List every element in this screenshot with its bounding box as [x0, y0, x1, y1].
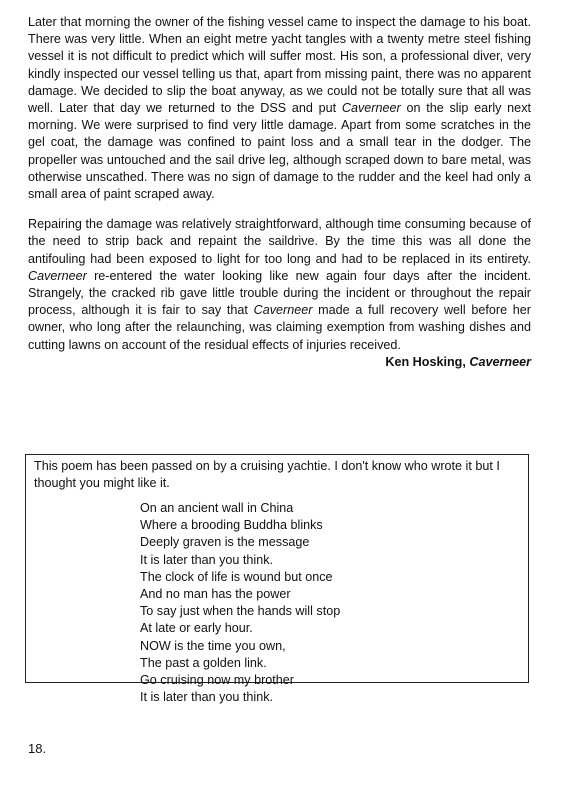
poem-line: And no man has the power [140, 587, 291, 602]
poem-line: Where a brooding Buddha blinks [140, 518, 323, 533]
paragraph-text-run: on the slip early next morning. We were surprised to find very little damage. Apart from some scratches in the gel coat, the damage was confined to paint loss and a small tear in the dodger. The propeller was untouched and the sail drive leg, although scraped down to bare metal, was otherwise unscathed. There was no sign of damage to the rudder and the keel had only a small area of paint scraped away. [28, 101, 531, 202]
poem-line: At late or early hour. [140, 621, 253, 636]
paragraph-text-run: Repairing the damage was relatively straightforward, although time consuming because of the need to strip back and repaint the saildrive. By the time this was all done the antifouling had been exposed to light for too long and had to be replaced in its entirety. [28, 217, 531, 266]
poem-line: The past a golden link. [140, 655, 267, 670]
article-paragraph-1 [28, 14, 531, 203]
boat-name: Caverneer [341, 101, 401, 116]
article-signature [28, 354, 531, 371]
poem-line: On an ancient wall in China [140, 501, 294, 515]
article-body [28, 14, 531, 371]
poem-line: Go cruising now my brother [140, 673, 294, 688]
paragraph-text-run: made a full recovery well before her owner, who long after the relaunching, was claiming exemption from washing dishes and cutting lawns on account of the residual effects of injuries received. [28, 303, 531, 352]
page-number: 18. [28, 741, 47, 756]
poem-line: NOW is the time you own, [140, 638, 286, 653]
article-paragraph-2 [28, 216, 531, 354]
author-name: Ken Hosking, [385, 354, 466, 369]
paragraph-text-run: re-entered the water looking like new again four days after the incident. Strangely, the cracked rib gave little trouble during the incident or throughout the repair process, although it is fair to say that [28, 268, 531, 318]
poem-intro: This poem has been passed on by a cruising yachtie. I don't know who wrote it but I thought you might like it. [34, 459, 500, 490]
author-boat-name: Caverneer [469, 354, 531, 369]
poem-line: To say just when the hands will stop [140, 604, 341, 619]
poem-line: Deeply graven is the message [140, 535, 310, 550]
boat-name: Caverneer [28, 268, 87, 283]
boat-name: Caverneer [253, 303, 313, 318]
poem-line: The clock of life is wound but once [140, 569, 333, 584]
poem-line: It is later than you think. [140, 690, 274, 705]
poem-lines [140, 500, 520, 706]
poem-box [25, 454, 529, 705]
poem-line: It is later than you think. [140, 552, 274, 567]
paragraph-text-run: Later that morning the owner of the fishing vessel came to inspect the damage to his boat. There was very little. When an eight metre yacht tangles with a twenty metre steel fishing vessel it is not difficult to predict which will suffer most. His son, a professional diver, very kindly inspected our vessel telling us that, apart from missing paint, there was no apparent damage. We decided to slip the boat anyway, as we could not be totally sure that all was well. Later that day we returned to the DSS and put [28, 15, 531, 116]
